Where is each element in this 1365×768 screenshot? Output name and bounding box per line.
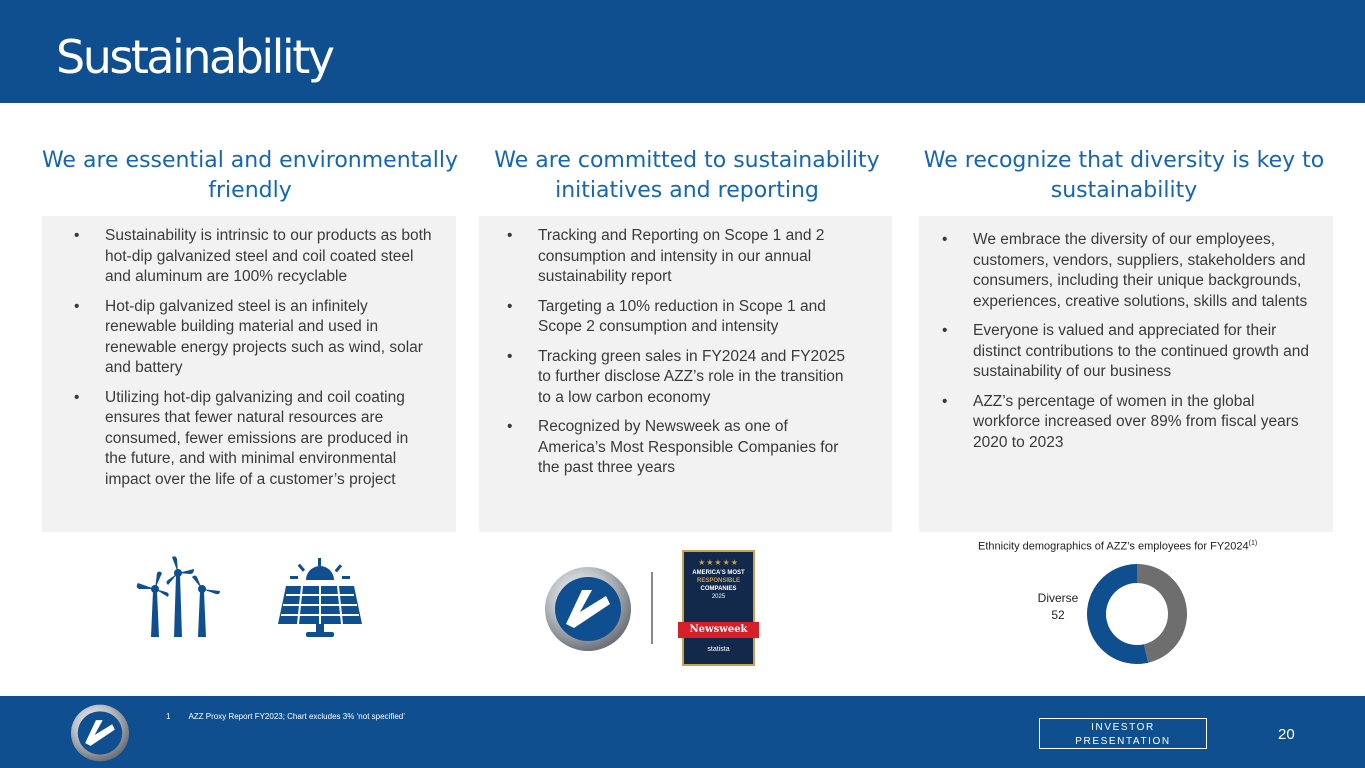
newsweek-badge-icon: ★★★★★ AMERICA'S MOST RESPONSIBLE COMPANIES 2025 Newsweek statista: [682, 550, 755, 666]
list-item: • Everyone is valued and appreciated for their distinct contributions to the continued growth and sustainability of our business: [973, 321, 1313, 383]
badge-line-3: COMPANIES: [700, 586, 737, 592]
wind-turbines-icon: [132, 555, 224, 639]
list-item: • We embrace the diversity of our employees, customers, vendors, suppliers, stakeholders and consumers, including their unique backgrounds, experiences, creative solutions, skills and talents: [973, 230, 1313, 312]
column-2-box: [479, 216, 892, 532]
footer-azz-logo-icon: [70, 704, 130, 762]
footnote-text: AZZ Proxy Report FY2023; Chart excludes 3% ‘not specified’: [188, 712, 405, 721]
investor-presentation-badge: [1039, 718, 1207, 749]
column-3-heading: We recognize that diversity is key to sustainability: [923, 148, 1325, 203]
list-item: • Tracking and Reporting on Scope 1 and 2 consumption and intensity in our annual sustainability report: [538, 226, 850, 288]
list-item: • Hot-dip galvanized steel is an infinitely renewable building material and used in renewable energy projects such as wind, solar and battery: [105, 297, 434, 379]
column-2-heading: We are committed to sustainability initiatives and reporting: [494, 148, 880, 203]
solar-panel-icon: [276, 558, 364, 640]
donut-chart: [1086, 563, 1188, 665]
footnote-number: 1: [166, 712, 171, 721]
badge-brand: Newsweek: [678, 622, 759, 638]
list-item: • AZZ’s percentage of women in the global workforce increased over 89% from fiscal years 2020 to 2023: [973, 392, 1313, 454]
data-label-name: Diverse: [1037, 591, 1079, 605]
list-item: • Utilizing hot-dip galvanizing and coil coating ensures that fewer natural resources are consumed, fewer emissions are produced in the future, and with minimal environmental impact over the life of a customer’s project: [105, 388, 434, 491]
column-1-box: [42, 216, 456, 532]
column-3-box: [919, 216, 1333, 532]
chart-title-text: Ethnicity demographics of AZZ’s employees for FY2024: [978, 540, 1249, 553]
page-number: 20: [1278, 726, 1295, 743]
list-item: • Targeting a 10% reduction in Scope 1 and Scope 2 consumption and intensity: [538, 297, 850, 338]
data-label-value: 52: [1051, 608, 1065, 622]
column-1-heading: We are essential and environmentally friendly: [41, 148, 459, 203]
logo-divider: [651, 572, 653, 644]
footnote: [166, 712, 405, 721]
list-item: • Tracking green sales in FY2024 and FY2025 to further disclose AZZ’s role in the transition to a low carbon economy: [538, 347, 850, 409]
header-bar: [0, 0, 1365, 103]
list-item: • Recognized by Newsweek as one of America’s Most Responsible Companies for the past three years: [538, 417, 850, 479]
investor-line-2: PRESENTATION: [1075, 736, 1171, 747]
page-title: Sustainability: [56, 30, 333, 84]
azz-logo-icon: [544, 566, 632, 652]
chart-title: [978, 540, 1257, 553]
chart-data-label: [1030, 590, 1086, 624]
list-item: • Sustainability is intrinsic to our products as both hot-dip galvanized steel and coil coated steel and aluminum are 100% recyclable: [105, 226, 434, 288]
badge-line-1: AMERICA'S MOST: [692, 570, 745, 576]
investor-line-1: INVESTOR: [1091, 722, 1155, 733]
column-3-list: [919, 216, 1333, 453]
badge-line-2: RESPONSIBLE: [696, 578, 740, 584]
badge-sub: statista: [707, 646, 730, 653]
chart-title-sup: (1): [1248, 540, 1258, 547]
badge-year: 2025: [711, 594, 726, 600]
column-1-list: [42, 216, 456, 490]
column-2-list: [479, 216, 892, 479]
